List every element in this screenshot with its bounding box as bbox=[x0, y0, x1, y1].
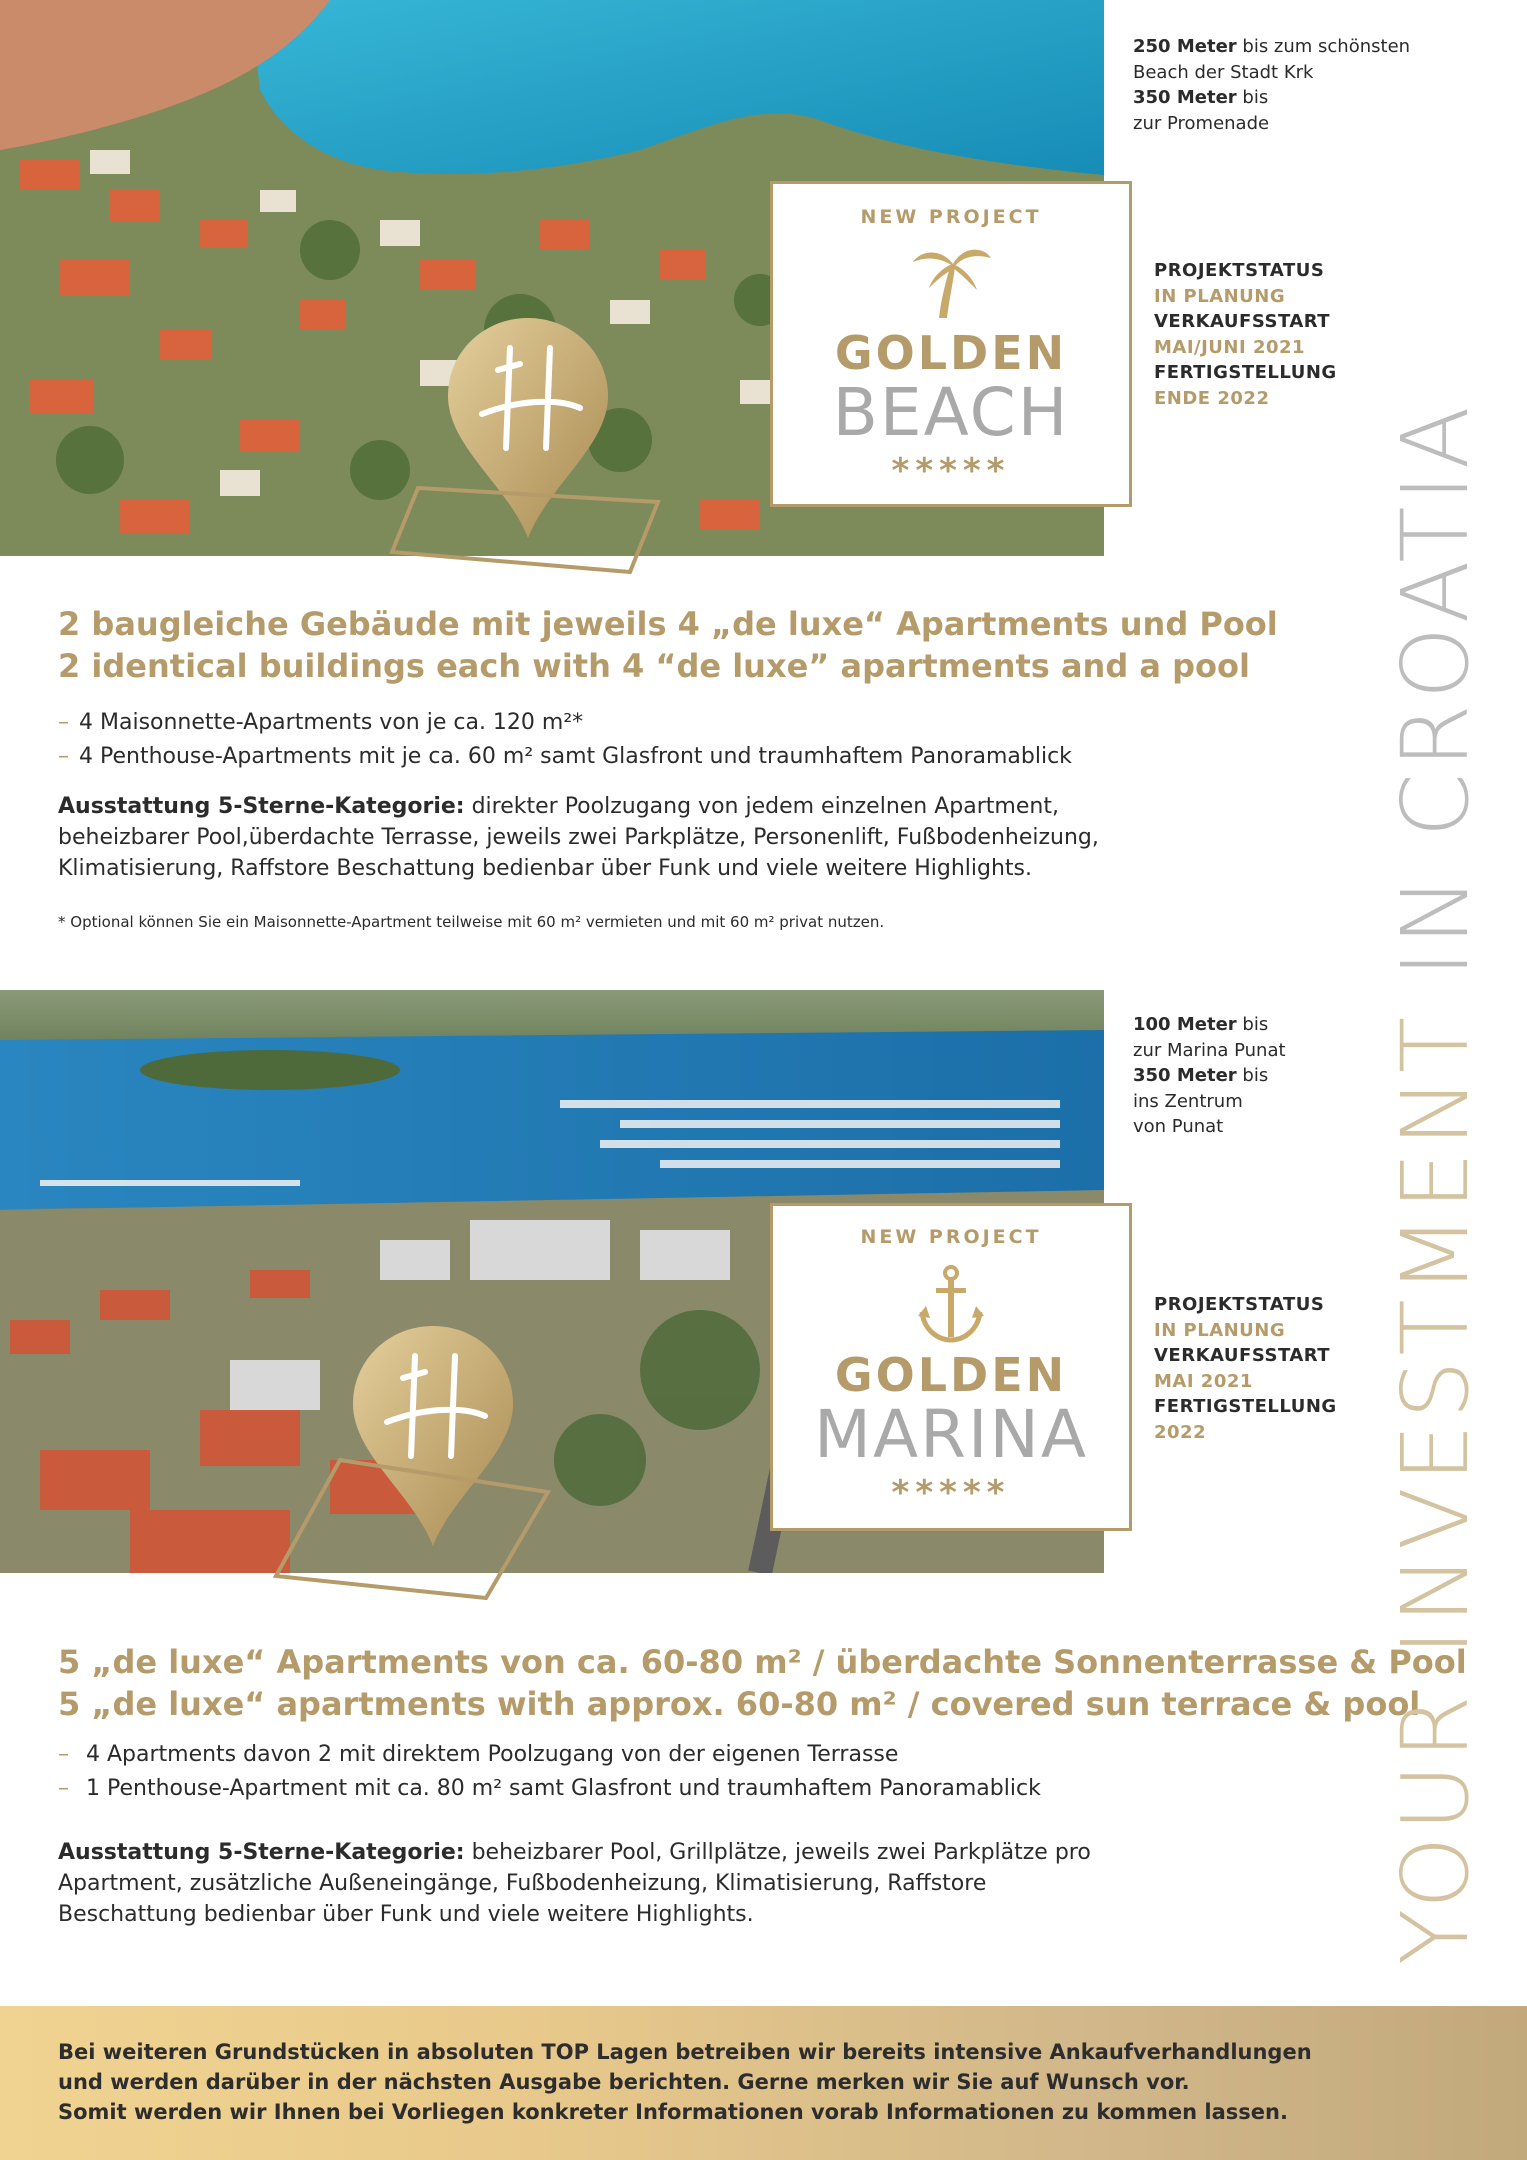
project2-heading: 5 „de luxe“ Apartments von ca. 60-80 m² / überdachte Sonnenterrasse & Pool 5 „de luxe“ apartments with approx. 60-80 m² / covered sun terrace & pool bbox=[58, 1643, 1467, 1723]
project2-features: Ausstattung 5-Sterne-Kategorie: beheizbarer Pool, Grillplätze, jeweils zwei Parkplätze pro Apartment, zusätzliche Außeneingänge, Fußbodenheizung, Klimatisierung, Raffstore Beschattung bedienbar über Funk und viele weitere Highlights. bbox=[58, 1840, 1091, 1927]
list-item: – 1 Penthouse-Apartment mit ca. 80 m² samt Glasfront und traumhaftem Panoramablick bbox=[58, 1776, 1041, 1801]
golden-marina-logo bbox=[770, 1203, 1132, 1531]
rating-stars: ***** bbox=[891, 1473, 1011, 1513]
distance-info: 250 Meter bis zum schönsten Beach der Stadt Krk 350 Meter bis zur Promenade bbox=[1133, 36, 1411, 134]
logo-word-marina: MARINA bbox=[814, 1396, 1088, 1473]
project-status: PROJEKTSTATUS IN PLANUNG VERKAUFSSTART MAI/JUNI 2021 FERTIGSTELLUNG ENDE 2022 bbox=[1154, 260, 1337, 409]
distance-info: 100 Meter bis zur Marina Punat 350 Meter bis ins Zentrum von Punat bbox=[1133, 1014, 1286, 1137]
project-status: PROJEKTSTATUS IN PLANUNG VERKAUFSSTART MAI 2021 FERTIGSTELLUNG 2022 bbox=[1154, 1294, 1337, 1443]
vertical-title: YOUR INVESTMENT IN CROATIA bbox=[1382, 401, 1489, 1965]
footer-note: Bei weiteren Grundstücken in absoluten TOP Lagen betreiben wir bereits intensive Ankaufverhandlungen und werden darüber in der nächsten Ausgabe berichten. Gerne merken wir Sie auf Wunsch vor. Somit werden wir Ihnen bei Vorliegen konkreter Informationen vorab Informationen zu kommen lassen. bbox=[58, 2040, 1312, 2124]
footnote: * Optional können Sie ein Maisonnette-Apartment teilweise mit 60 m² vermieten und mit 60 m² privat nutzen. bbox=[58, 913, 885, 931]
new-project-badge: NEW PROJECT bbox=[860, 1226, 1042, 1248]
plot-outline bbox=[270, 1452, 560, 1602]
project1-bullets bbox=[58, 706, 1072, 774]
logo-word-golden: GOLDEN bbox=[834, 1348, 1068, 1402]
project2-bullets bbox=[58, 1738, 1041, 1806]
list-item: – 4 Apartments davon 2 mit direktem Poolzugang von der eigenen Terrasse bbox=[58, 1742, 899, 1767]
palm-tree-icon bbox=[911, 244, 991, 318]
golden-beach-logo bbox=[770, 181, 1132, 507]
plot-outline bbox=[388, 480, 668, 580]
rating-stars: ***** bbox=[891, 451, 1011, 491]
logo-word-golden: GOLDEN bbox=[834, 326, 1068, 380]
anchor-icon bbox=[916, 1264, 986, 1344]
list-item: – 4 Maisonnette-Apartments von je ca. 120 m²* bbox=[58, 710, 584, 735]
project1-features: Ausstattung 5-Sterne-Kategorie: direkter Poolzugang von jedem einzelnen Apartment, beheizbarer Pool,überdachte Terrasse, jeweils zwei Parkplätze, Personenlift, Fußbodenheizung, Klimatisierung, Raffstore Beschattung bedienbar über Funk und viele weitere Highlights. bbox=[58, 794, 1099, 881]
logo-word-beach: BEACH bbox=[832, 374, 1070, 451]
project1-heading: 2 baugleiche Gebäude mit jeweils 4 „de luxe“ Apartments und Pool 2 identical buildings each with 4 “de luxe” apartments and a pool bbox=[58, 605, 1278, 685]
list-item: – 4 Penthouse-Apartments mit je ca. 60 m² samt Glasfront und traumhaftem Panoramablick bbox=[58, 744, 1072, 769]
new-project-badge: NEW PROJECT bbox=[860, 206, 1042, 228]
